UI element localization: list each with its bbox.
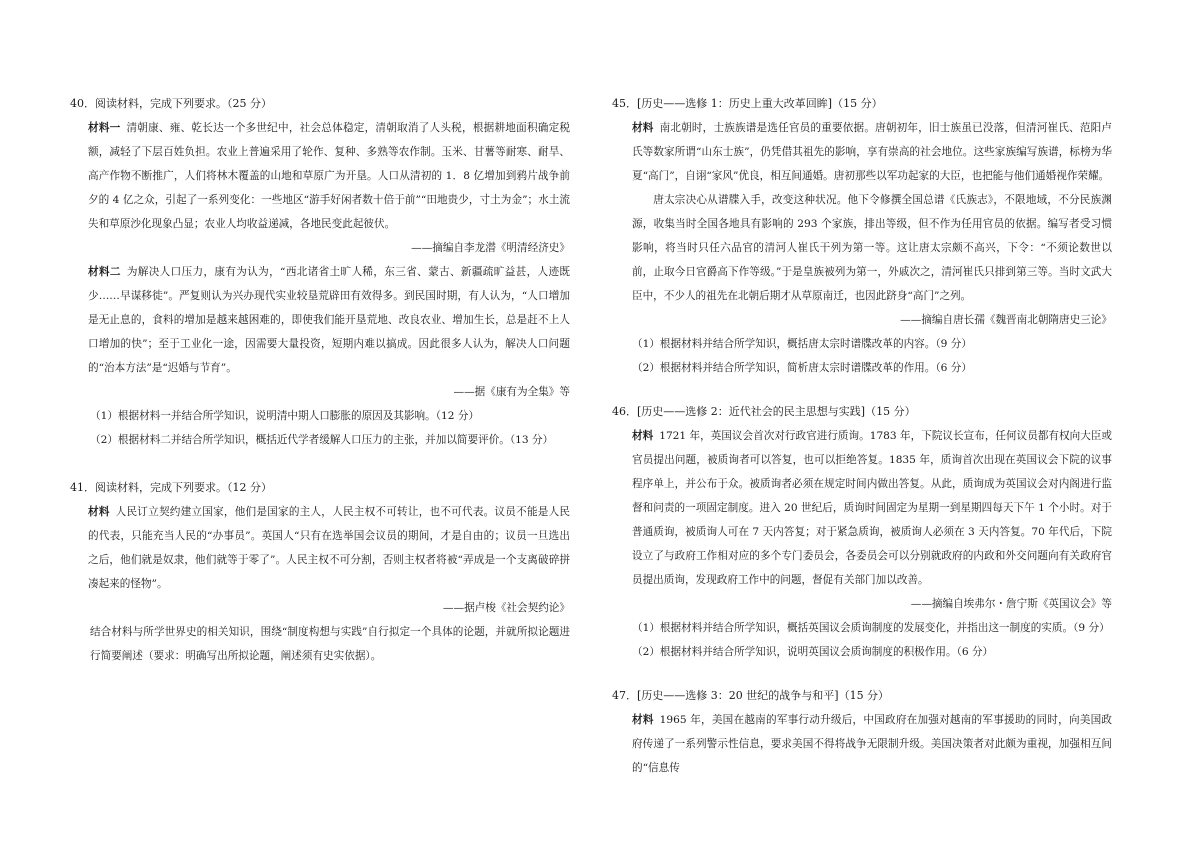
q40-material-2-text: 为解决人口压力，康有为认为，“西北诸省土旷人稀，东三省、蒙古、新疆疏旷益甚，人迹既少……早谋移徙”。严复则认为兴办现代实业较垦荒辟田有效得多。到民国时期，有人认为，“人口增加是无止息的，食料的增加是越来越困难的，即使我们能开垦荒地、改良农业、增加生长，总是赶不上人口增加的快”；至于工业化一途，因需要大量投资，短期内难以搞成。因此很多人认为，解决人口问题的“治本方法”是“迟婚与节育”。 <box>88 266 571 374</box>
q45-material <box>612 116 1112 188</box>
q40-material-1-source: ——摘编自李龙潜《明清经济史》 <box>411 242 570 254</box>
spacer <box>70 452 570 476</box>
q40-material-2 <box>68 260 570 380</box>
q46-title: 46．[历史——选修 2：近代社会的民主思想与实践]（15 分） <box>612 405 916 418</box>
q46-subquestion-2: （2）根据材料并结合所学知识，说明英国议会质询制度的积极作用。（6 分） <box>632 646 994 658</box>
q46-subquestion-1: （1）根据材料并结合所学知识，概括英国议会质询制度的发展变化，并指出这一制度的实质。（9 分） <box>632 622 1110 634</box>
q41-material-text: 人民订立契约建立国家，他们是国家的主人，人民主权不可转让，也不可代表。议员不能是人民的代表，只能充当人民的“办事员”。英国人“只有在选举国会议员的期间，才是自由的；议员一旦选出之后，他们就是奴隶，他们就等于零了”。人民主权不可分割，否则主权者将被“弄成是一个支离破碎拼凑起来的怪物”。 <box>88 506 571 590</box>
q47-title: 47．[历史——选修 3：20 世纪的战争与和平]（15 分） <box>612 689 890 702</box>
q45-subquestion-2: （2）根据材料并结合所学知识，简析唐太宗时谱牒改革的作用。（6 分） <box>632 362 972 374</box>
q41-title: 41．阅读材料，完成下列要求。（12 分） <box>70 481 272 494</box>
q46-material <box>612 424 1112 592</box>
q40-material-2-label: 材料二 <box>88 266 121 278</box>
q40-material-2-source: ——据《康有为全集》等 <box>453 386 570 398</box>
q47-material <box>612 708 1113 774</box>
q40-material-1-text: 清朝康、雍、乾长达一个多世纪中，社会总体稳定，清朝取消了人头税，根据耕地面积确定税额，减轻了下层百姓负担。农业上普遍采用了轮作、复种、多熟等农作制。玉米、甘薯等耐寒、耐旱、高产作物不断推广，人们将林木覆盖的山地和草原广为开垦。人口从清初的 1．8 亿增加到鸦片战争前夕的 4 亿之众，引起了一系列变化：一些地区“游手好闲者数十倍于前”“田地贵少，寸土为金”；水土流失和草原沙化现象凸显；农业人均收益递减，各地民变此起彼伏。 <box>88 122 571 230</box>
q41-material-source: ——据卢梭《社会契约论》 <box>442 602 570 614</box>
spacer <box>612 664 1112 684</box>
q45-material-text-1: 南北朝时，士族族谱是选任官员的重要依据。唐朝初年，旧士族虽已没落，但清河崔氏、范阳卢氏等数家所谓“山东士族”，仍凭借其祖先的影响，享有崇高的社会地位。这些家族编写族谱，标榜为华夏“高门”，自诩“家风”优良，相互间通婚。唐初那些以军功起家的大臣，也把能与他们通婚视作荣耀。 <box>632 122 1113 182</box>
q46-material-source: ——摘编自埃弗尔・詹宁斯《英国议会》等 <box>910 598 1112 610</box>
q40-material-1-label: 材料一 <box>88 122 121 134</box>
q45-material-source: ——摘编自唐长孺《魏晋南北朝隋唐史三论》 <box>900 314 1112 326</box>
q45-material-text-2: 唐太宗决心从谱牒入手，改变这种状况。他下令修撰全国总谱《氏族志》，不限地域，不分民族渊源，收集当时全国各地具有影响的 293 个家族，排出等级，但不作为任用官员的依据。编写者受习惯影响，将当时只任六品官的清河人崔氏干列为第一等。这让唐太宗颇不高兴，下令：“不须论数世以前，止取今日官爵高下作等级。”于是皇族被列为第一，外戚次之，清河崔氏只排到第三等。当时文武大臣中，不少人的祖先在北朝后期才从草原南迁，也因此跻身“高门”之列。 <box>632 194 1112 302</box>
q40-subquestion-1: （1）根据材料一并结合所学知识，说明清中期人口膨胀的原因及其影响。（12 分） <box>90 410 480 422</box>
q46-material-text: 1721 年，英国议会首次对行政官进行质询。1783 年，下院议长宣布，任何议员都有权向大臣或官员提出问题，被质询者可以答复，也可以拒绝答复。1835 年，质询首次出现在英国议会下院的议事程序单上，并公布于众。被质询者必须在规定时间内做出答复。从此，质询成为英国议会对内阁进行监督和问责的一项固定制度。进入 20 世纪后，质询时间固定为星期一到星期四每天下午 1 个小时。对于普通质询，被质询人可在 7 天内答复；对于紧急质询，被质询人必须在 3 天内答复。70 年代后，下院设立了与政府工作相对应的多个专门委员会，各委员会可以分别就政府的内政和外交问题向有关政府官员提出质询，发现政府工作中的问题，督促有关部门加以改善。 <box>632 430 1113 586</box>
q40-title: 40．阅读材料，完成下列要求。（25 分） <box>70 97 272 110</box>
right-column <box>612 92 1113 774</box>
q45-material-paragraph-2 <box>612 188 1112 308</box>
q47-material-label: 材料 <box>632 714 654 726</box>
q40-subquestion-2: （2）根据材料二并结合所学知识，概括近代学者缓解人口压力的主张，并加以简要评价。（13 分） <box>90 434 554 446</box>
q41-task: 结合材料与所学世界史的相关知识，围绕“制度构想与实践”自行拟定一个具体的论题，并就所拟论题进行简要阐述（要求：明确写出所拟论题，阐述须有史实依据）。 <box>90 626 570 662</box>
q40-material-1 <box>68 116 570 236</box>
spacer <box>612 380 1112 400</box>
q45-subquestion-1: （1）根据材料并结合所学知识，概括唐太宗时谱牒改革的内容。（9 分） <box>632 338 972 350</box>
left-column <box>70 92 570 668</box>
q45-title: 45．[历史——选修 1：历史上重大改革回眸]（15 分） <box>612 97 883 110</box>
q41-material <box>68 500 570 596</box>
q47-material-text: 1965 年，美国在越南的军事行动升级后，中国政府在加强对越南的军事援助的同时，向美国政府传递了一系列警示性信息，要求美国不得将战争无限制升级。美国决策者对此颇为重视，加强相互间的“信息传 <box>632 714 1113 774</box>
q46-material-label: 材料 <box>632 430 654 442</box>
q41-material-label: 材料 <box>88 506 110 518</box>
q45-material-label: 材料 <box>632 122 654 134</box>
